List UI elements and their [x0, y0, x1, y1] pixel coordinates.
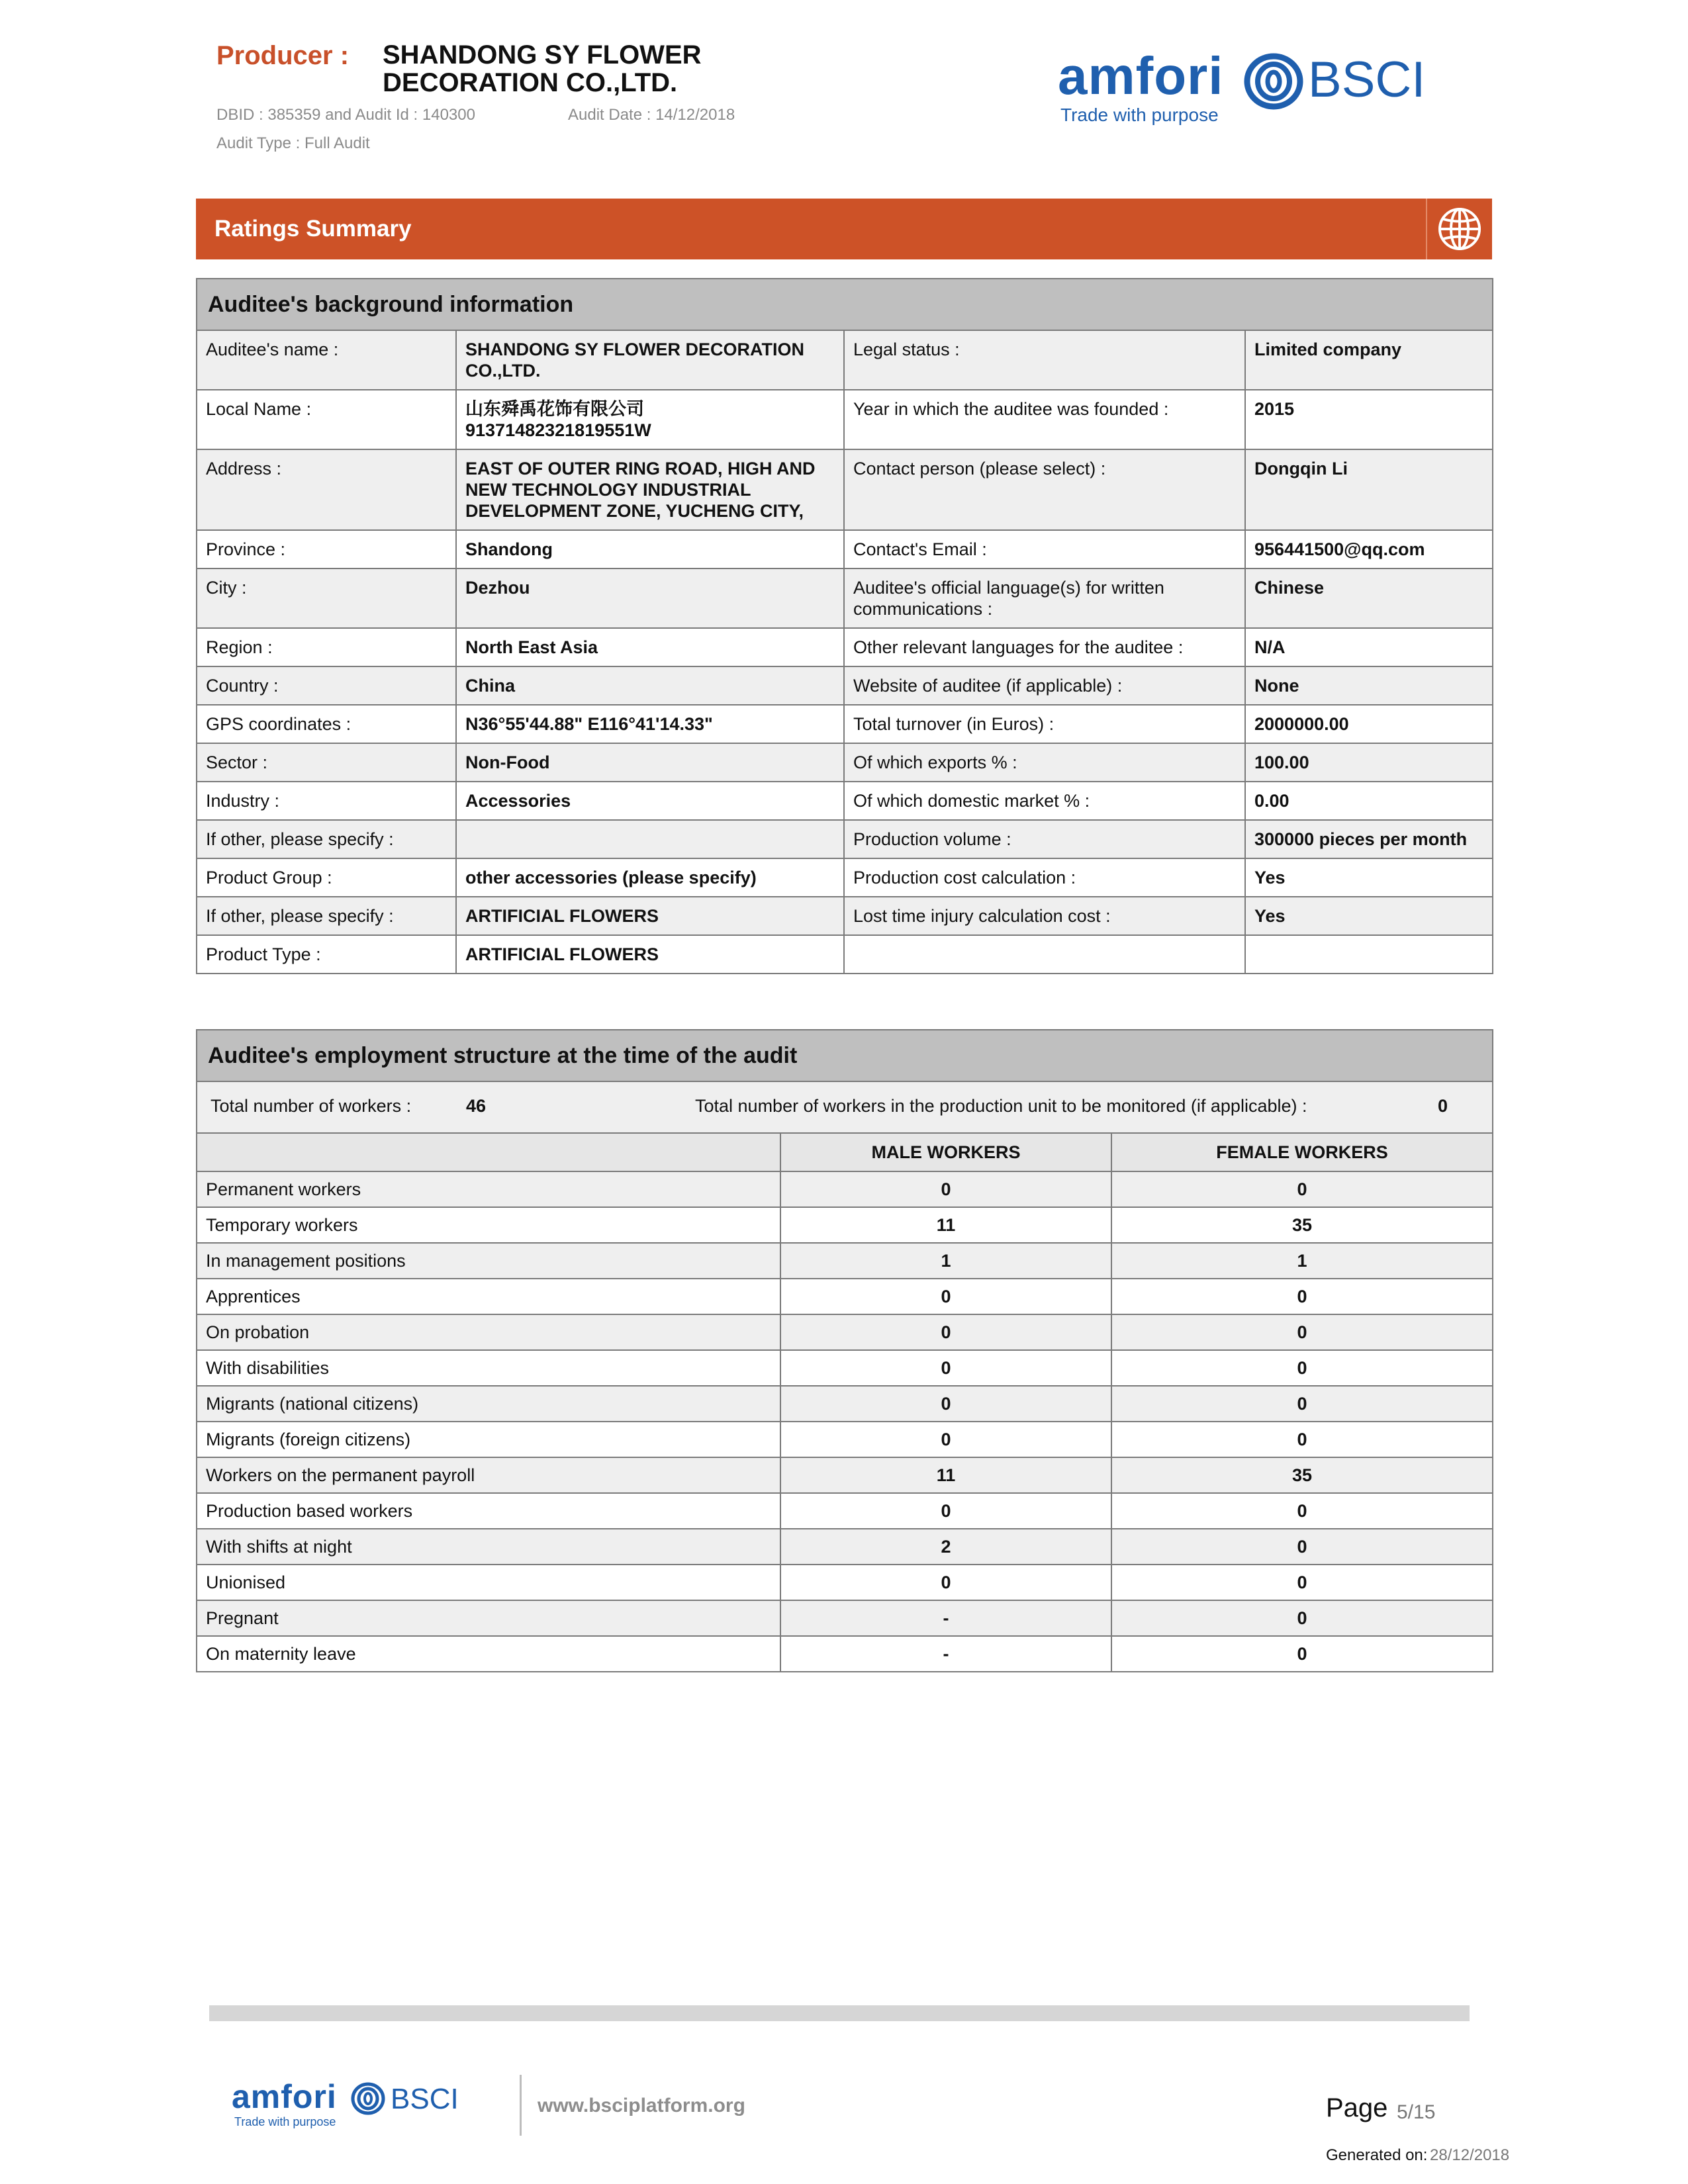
label-cell: Country : [197, 666, 456, 705]
employment-row [197, 1422, 1493, 1457]
female-count: 0 [1111, 1386, 1493, 1422]
label-cell: Contact person (please select) : [844, 449, 1245, 530]
employment-row [197, 1171, 1493, 1207]
value-cell: N36°55'44.88" E116°41'14.33" [456, 705, 844, 743]
label-cell: Local Name : [197, 390, 456, 449]
producer-name [383, 41, 846, 97]
label-cell: Auditee's official language(s) for written communications : [844, 569, 1245, 628]
row-label: Workers on the permanent payroll [197, 1457, 780, 1493]
background-row [197, 628, 1493, 666]
total-workers-value: 46 [466, 1096, 487, 1116]
row-label: In management positions [197, 1243, 780, 1279]
logo-bsci: BSCI [1308, 52, 1426, 108]
female-count: 0 [1111, 1422, 1493, 1457]
background-row [197, 897, 1493, 935]
female-count: 0 [1111, 1636, 1493, 1672]
background-section-title: Auditee's background information [197, 279, 1493, 330]
employment-row [197, 1386, 1493, 1422]
background-row [197, 820, 1493, 858]
audit-date-text: Audit Date : 14/12/2018 [568, 106, 735, 124]
row-label: With disabilities [197, 1350, 780, 1386]
label-cell: Website of auditee (if applicable) : [844, 666, 1245, 705]
page-label: Page [1326, 2093, 1388, 2122]
female-count: 0 [1111, 1529, 1493, 1565]
value-cell: Accessories [456, 782, 844, 820]
employment-row [197, 1600, 1493, 1636]
female-count: 0 [1111, 1565, 1493, 1600]
male-count: - [780, 1600, 1111, 1636]
label-cell [844, 935, 1245, 974]
page-number: 5/15 [1397, 2101, 1436, 2123]
value-cell: SHANDONG SY FLOWER DECORATION CO.,LTD. [456, 330, 844, 390]
row-label: Temporary workers [197, 1207, 780, 1243]
male-count: 0 [780, 1565, 1111, 1600]
row-label: Pregnant [197, 1600, 780, 1636]
male-count: 0 [780, 1279, 1111, 1314]
row-label: Permanent workers [197, 1171, 780, 1207]
male-count: 0 [780, 1422, 1111, 1457]
total-workers-label: Total number of workers : [211, 1096, 412, 1116]
employment-row [197, 1207, 1493, 1243]
employment-row [197, 1243, 1493, 1279]
male-count: 0 [780, 1171, 1111, 1207]
value-cell: 2015 [1245, 390, 1493, 449]
value-cell: ARTIFICIAL FLOWERS [456, 935, 844, 974]
value-cell [456, 820, 844, 858]
employment-row [197, 1493, 1493, 1529]
value-cell: Yes [1245, 897, 1493, 935]
label-cell: Address : [197, 449, 456, 530]
value-cell [1245, 935, 1493, 974]
female-count: 35 [1111, 1457, 1493, 1493]
audit-type-text: Audit Type : Full Audit [216, 134, 370, 152]
value-cell: 956441500@qq.com [1245, 530, 1493, 569]
background-row [197, 569, 1493, 628]
background-row [197, 935, 1493, 974]
footer-logo-word: amfori [232, 2078, 337, 2115]
globe-icon [1427, 199, 1492, 259]
label-cell: Lost time injury calculation cost : [844, 897, 1245, 935]
male-count: 11 [780, 1457, 1111, 1493]
label-cell: Production cost calculation : [844, 858, 1245, 897]
value-cell: N/A [1245, 628, 1493, 666]
footer-bar [209, 2005, 1470, 2021]
producer-label: Producer : [216, 41, 350, 70]
globe-icon-container [1426, 199, 1492, 259]
row-label: Apprentices [197, 1279, 780, 1314]
row-label: Production based workers [197, 1493, 780, 1529]
value-cell: EAST OF OUTER RING ROAD, HIGH AND NEW TECHNOLOGY INDUSTRIAL DEVELOPMENT ZONE, YUCHENG CITY, [456, 449, 844, 530]
monitored-workers-value: 0 [1438, 1096, 1448, 1116]
background-row [197, 705, 1493, 743]
label-cell: GPS coordinates : [197, 705, 456, 743]
label-cell: If other, please specify : [197, 820, 456, 858]
amfori-swirl-icon [1242, 52, 1305, 111]
value-cell: 山东舜禹花饰有限公司 91371482321819551W [456, 390, 844, 449]
employment-row [197, 1279, 1493, 1314]
male-count: 0 [780, 1314, 1111, 1350]
employment-row [197, 1457, 1493, 1493]
employment-row [197, 1350, 1493, 1386]
female-count: 35 [1111, 1207, 1493, 1243]
background-info-table [196, 278, 1493, 974]
employment-structure-table [196, 1029, 1493, 1672]
row-label: Migrants (foreign citizens) [197, 1422, 780, 1457]
row-label: Migrants (national citizens) [197, 1386, 780, 1422]
female-count: 0 [1111, 1314, 1493, 1350]
label-cell: Contact's Email : [844, 530, 1245, 569]
background-row [197, 743, 1493, 782]
footer-divider [520, 2075, 522, 2136]
total-workers-row [197, 1081, 1493, 1133]
footer-logo-bsci: BSCI [391, 2083, 459, 2115]
label-cell: Region : [197, 628, 456, 666]
label-cell: Province : [197, 530, 456, 569]
col-female-workers: FEMALE WORKERS [1111, 1133, 1493, 1171]
male-count: - [780, 1636, 1111, 1672]
value-cell: ARTIFICIAL FLOWERS [456, 897, 844, 935]
banner-title: Ratings Summary [214, 216, 412, 242]
label-cell: Sector : [197, 743, 456, 782]
female-count: 0 [1111, 1600, 1493, 1636]
label-cell: Of which domestic market % : [844, 782, 1245, 820]
label-cell: Legal status : [844, 330, 1245, 390]
row-label: With shifts at night [197, 1529, 780, 1565]
label-cell: Industry : [197, 782, 456, 820]
employment-section-title: Auditee's employment structure at the time of the audit [197, 1030, 1493, 1081]
label-cell: Product Group : [197, 858, 456, 897]
background-row [197, 390, 1493, 449]
footer-url-link[interactable]: www.bsciplatform.org [538, 2095, 745, 2116]
background-row [197, 858, 1493, 897]
producer-name-line2: DECORATION CO.,LTD. [383, 68, 678, 97]
employment-header-blank [197, 1133, 780, 1171]
dbid-text: DBID : 385359 and Audit Id : 140300 [216, 106, 475, 124]
value-cell: North East Asia [456, 628, 844, 666]
employment-row [197, 1565, 1493, 1600]
value-cell: 100.00 [1245, 743, 1493, 782]
female-count: 0 [1111, 1493, 1493, 1529]
value-cell: Shandong [456, 530, 844, 569]
row-label: On maternity leave [197, 1636, 780, 1672]
value-cell: 300000 pieces per month [1245, 820, 1493, 858]
label-cell: Other relevant languages for the auditee : [844, 628, 1245, 666]
row-label: On probation [197, 1314, 780, 1350]
male-count: 0 [780, 1386, 1111, 1422]
value-cell: Yes [1245, 858, 1493, 897]
background-row [197, 666, 1493, 705]
label-cell: Auditee's name : [197, 330, 456, 390]
male-count: 1 [780, 1243, 1111, 1279]
label-cell: Of which exports % : [844, 743, 1245, 782]
value-cell: None [1245, 666, 1493, 705]
value-cell: Dongqin Li [1245, 449, 1493, 530]
value-cell: Chinese [1245, 569, 1493, 628]
background-row [197, 330, 1493, 390]
background-row [197, 530, 1493, 569]
male-count: 11 [780, 1207, 1111, 1243]
label-cell: Product Type : [197, 935, 456, 974]
label-cell: Year in which the auditee was founded : [844, 390, 1245, 449]
monitored-workers-label: Total number of workers in the production unit to be monitored (if applicable) : [695, 1096, 1307, 1116]
producer-name-line1: SHANDONG SY FLOWER [383, 40, 702, 69]
value-cell: Dezhou [456, 569, 844, 628]
label-cell: Total turnover (in Euros) : [844, 705, 1245, 743]
background-row [197, 449, 1493, 530]
female-count: 0 [1111, 1350, 1493, 1386]
footer-amfori-swirl-icon [350, 2081, 387, 2116]
label-cell: If other, please specify : [197, 897, 456, 935]
logo-tagline: Trade with purpose [1060, 105, 1219, 125]
background-row [197, 782, 1493, 820]
amfori-logo-footer [232, 2078, 457, 2138]
ratings-summary-banner [196, 199, 1492, 259]
footer-logo-tagline: Trade with purpose [234, 2115, 336, 2128]
generated-date: 28/12/2018 [1430, 2146, 1510, 2164]
value-cell: Limited company [1245, 330, 1493, 390]
label-cell: City : [197, 569, 456, 628]
value-cell: 0.00 [1245, 782, 1493, 820]
amfori-logo-top [1058, 46, 1429, 132]
employment-row [197, 1636, 1493, 1672]
row-label: Unionised [197, 1565, 780, 1600]
value-cell: China [456, 666, 844, 705]
logo-word: amfori [1058, 46, 1224, 105]
male-count: 0 [780, 1350, 1111, 1386]
label-cell: Production volume : [844, 820, 1245, 858]
male-count: 2 [780, 1529, 1111, 1565]
employment-row [197, 1314, 1493, 1350]
generated-label: Generated on: [1326, 2146, 1428, 2164]
value-cell: other accessories (please specify) [456, 858, 844, 897]
col-male-workers: MALE WORKERS [780, 1133, 1111, 1171]
male-count: 0 [780, 1493, 1111, 1529]
value-cell: 2000000.00 [1245, 705, 1493, 743]
female-count: 0 [1111, 1279, 1493, 1314]
female-count: 1 [1111, 1243, 1493, 1279]
female-count: 0 [1111, 1171, 1493, 1207]
employment-row [197, 1529, 1493, 1565]
value-cell: Non-Food [456, 743, 844, 782]
